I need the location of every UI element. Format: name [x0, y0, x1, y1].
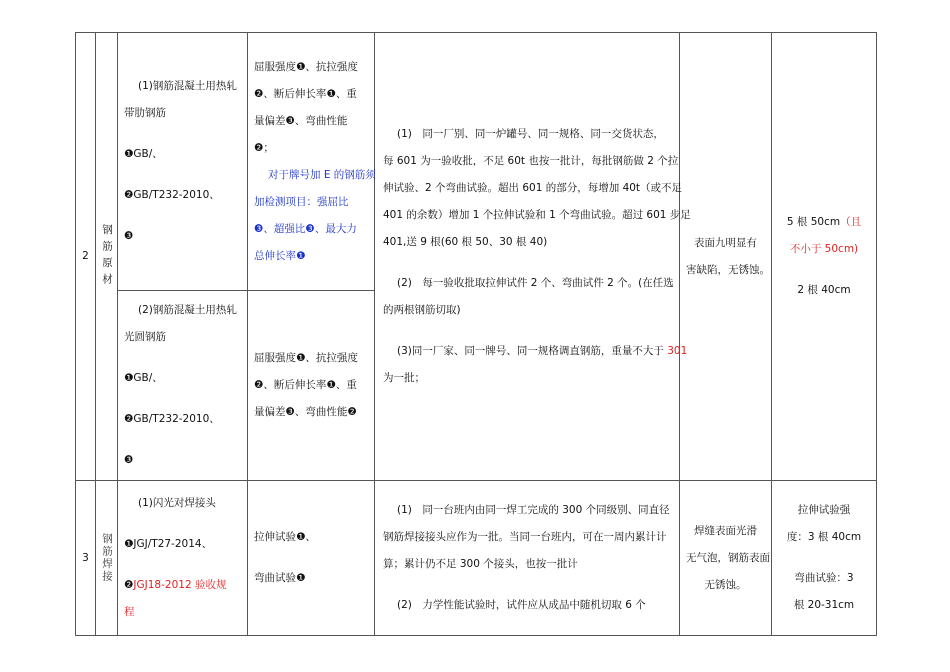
test-item-line: ❷；	[254, 141, 274, 154]
batch-line: 算；累计仍不足 300 个接头，也按一批计	[383, 558, 578, 570]
standard-line: 带肋钢筋	[124, 107, 166, 119]
row-number: 2	[76, 33, 96, 481]
standard-line: ❷JGJ18-2012 验收规	[124, 579, 227, 591]
batch-line: 钢筋焊接接头应作为一批。当同一台班内，可在一周内累计计	[383, 531, 667, 543]
category-cell	[96, 33, 118, 481]
batch-rule-cell	[375, 481, 680, 636]
sample-qty-line: 根 20-31cm	[793, 599, 855, 611]
test-items-cell	[248, 291, 375, 481]
extra-test-line: 对于牌号加 E 的钢筋须	[268, 168, 376, 181]
standard-line: ❷GB/T232-2010、	[124, 189, 220, 201]
category-label: 钢筋原材	[101, 223, 113, 290]
sample-qty-line: 度：3 根 40cm	[786, 531, 862, 543]
batch-line: 的两根钢筋切取)	[383, 304, 461, 316]
standard-line: ❷GB/T232-2010、	[124, 413, 220, 425]
appearance-line: 无气泡，钢筋表面	[686, 551, 770, 564]
appearance-cell	[680, 33, 772, 481]
batch-weight-value: 301	[667, 345, 688, 357]
batch-rule-cell	[375, 33, 691, 481]
standard-cell	[118, 33, 248, 291]
batch-line: (2) 力学性能试验时，试件应从成品中随机切取 6 个	[397, 599, 646, 611]
appearance-line: 无锈蚀。	[704, 578, 747, 591]
appearance-line: 焊缝表面光滑	[694, 524, 757, 537]
batch-line: 伸试验、2 个弯曲试验。超出 601 的部分，每增加 40t（或不足	[383, 182, 683, 194]
test-item-line: ❷、断后伸长率❶、重	[254, 379, 357, 391]
extra-test-line: 总伸长率❶	[254, 249, 306, 262]
standard-line: (2)钢筋混凝土用热轧	[138, 304, 237, 316]
extra-test-line: 加检测项目：强屈比	[254, 195, 349, 208]
test-item-line: 屈服强度❶、抗拉强度	[254, 60, 358, 73]
standard-line: ❸	[124, 230, 134, 242]
standard-line: 程	[124, 606, 135, 618]
standard-cell	[118, 291, 248, 481]
appearance-cell	[680, 481, 772, 636]
standard-cell	[118, 481, 248, 636]
sample-qty-note: （且	[840, 216, 862, 228]
test-item-line: ❷、断后伸长率❶、重	[254, 87, 357, 100]
sample-qty-note: 不小于 50cm)	[789, 243, 859, 255]
standard-line: ❸	[124, 454, 134, 466]
sample-qty-line: 2 根 40cm	[797, 284, 851, 296]
standard-line: 光圆钢筋	[124, 331, 166, 343]
test-item-line: 量偏差❸、弯曲性能❷	[254, 406, 357, 418]
appearance-line: 表面九明显有	[694, 236, 757, 249]
sample-qty-line: 弯曲试验：3	[794, 572, 854, 584]
batch-line: (1) 同一台班内由同一焊工完成的 300 个同级别、同直径	[397, 504, 670, 516]
row-number: 3	[76, 481, 96, 636]
standard-line: ❶JGJ/T27-2014、	[124, 538, 213, 550]
batch-line: 401,送 9 根(60 根 50、30 根 40)	[383, 236, 548, 248]
standard-line: (1)钢筋混凝土用热轧	[138, 80, 237, 92]
table-row	[76, 33, 877, 291]
test-items-cell	[248, 33, 375, 291]
test-item-line: 屈服强度❶、抗拉强度	[254, 352, 358, 364]
test-item-line: 弯曲试验❶	[254, 572, 306, 584]
batch-line: 每 601 为一验收批，不足 60t 也按一批计，每批钢筋做 2 个拉	[383, 155, 679, 167]
table-row	[76, 481, 877, 636]
sample-qty-cell	[772, 33, 877, 481]
inspection-table	[75, 32, 877, 636]
sample-qty-cell	[772, 481, 877, 636]
standard-line: ❶GB/、	[124, 372, 163, 384]
standard-line: (1)闪光对焊接头	[138, 497, 216, 509]
standard-ref-red: JGJ18-2012 验收规	[133, 579, 227, 591]
standard-line: ❶GB/、	[124, 148, 163, 160]
batch-line: (3)同一厂家、同一牌号、同一规格调直钢筋，重量不大于 301	[397, 345, 688, 357]
sample-qty-line: 拉伸试验强	[797, 504, 851, 516]
batch-line: (1) 同一厂别、同一炉罐号、同一规格、同一交货状态，	[397, 128, 664, 140]
batch-line: 为一批；	[383, 372, 425, 384]
category-cell	[96, 481, 118, 636]
batch-line: (2) 每一验收批取拉伸试件 2 个、弯曲试件 2 个。(在任选	[397, 277, 674, 289]
test-item-line: 量偏差❸、弯曲性能	[254, 114, 348, 127]
sample-qty-line: 5 根 50cm（且	[786, 216, 862, 228]
extra-test-line: ❸、超强比❸、最大力	[254, 222, 357, 235]
batch-line: 401 的余数）增加 1 个拉伸试验和 1 个弯曲试验。超过 601 步足	[383, 209, 691, 221]
appearance-line: 害缺陷，无锈蚀。	[686, 263, 770, 276]
category-label: 钢筋焊接	[101, 533, 113, 583]
test-items-cell	[248, 481, 375, 636]
test-item-line: 拉伸试验❶、	[254, 531, 316, 543]
